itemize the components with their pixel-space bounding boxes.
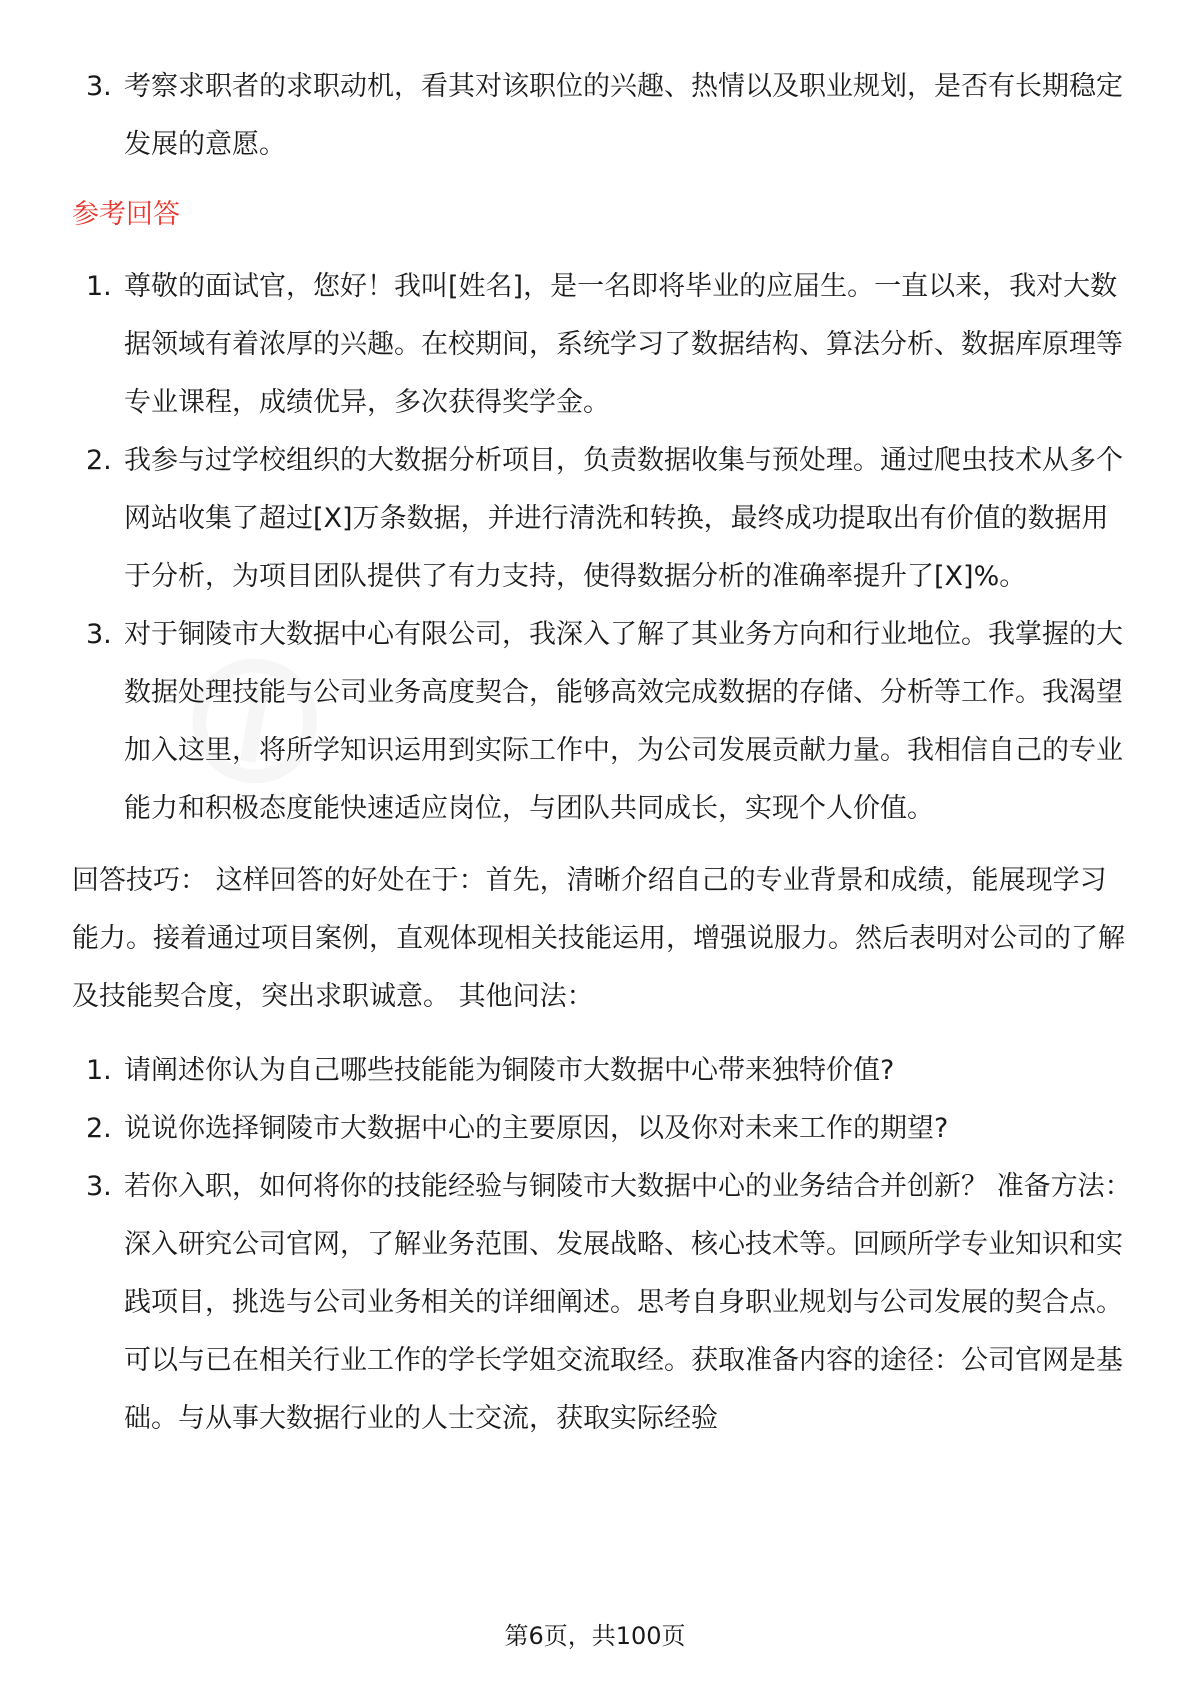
- list-text: 尊敬的面试官，您好！我叫[姓名]，是一名即将毕业的应届生。一直以来，我对大数据领域有着浓厚的兴趣。在校期间，系统学习了数据结构、算法分析、数据库原理等专业课程，成绩优异，多次获得奖学金。: [124, 271, 1123, 418]
- list-text: 请阐述你认为自己哪些技能能为铜陵市大数据中心带来独特价值?: [124, 1055, 895, 1086]
- reference-answer-heading: 参考回答: [72, 199, 180, 230]
- tips-paragraph: 回答技巧： 这样回答的好处在于：首先，清晰介绍自己的专业背景和成绩，能展现学习能力。接着通过项目案例，直观体现相关技能运用，增强说服力。然后表明对公司的了解及技能契合度，突出求职诚意。 其他问法：: [72, 865, 1125, 1012]
- list-item: [72, 58, 1132, 174]
- list-item: [72, 606, 1132, 838]
- list-number: 2.: [86, 445, 112, 476]
- page-content: [72, 58, 1132, 1448]
- list-number: 3.: [86, 71, 112, 102]
- list-text: 考察求职者的求职动机，看其对该职位的兴趣、热情以及职业规划，是否有长期稳定发展的意愿。: [124, 71, 1123, 160]
- list-text: 若你入职，如何将你的技能经验与铜陵市大数据中心的业务结合并创新？ 准备方法： 深入研究公司官网，了解业务范围、发展战略、核心技术等。回顾所学专业知识和实践项目，挑选与公司业务相关的详细阐述。思考自身职业规划与公司发展的契合点。可以与已在相关行业工作的学长学姐交流取经。获取准备内容的途径：公司官网是基础。与从事大数据行业的人士交流，获取实际经验: [124, 1171, 1132, 1434]
- other-questions-list: [72, 1042, 1132, 1448]
- answer-list: [72, 258, 1132, 838]
- list-number: 1.: [86, 271, 112, 302]
- list-item: [72, 1100, 1132, 1158]
- list-number: 3.: [86, 1171, 112, 1202]
- page-footer: 第6页，共100页: [504, 1622, 686, 1650]
- list-item: [72, 432, 1132, 606]
- list-item: [72, 258, 1132, 432]
- list-text: 说说你选择铜陵市大数据中心的主要原因，以及你对未来工作的期望?: [124, 1113, 949, 1144]
- list-item: [72, 1042, 1132, 1100]
- motivation-list: [72, 58, 1132, 174]
- list-number: 1.: [86, 1055, 112, 1086]
- list-text: 我参与过学校组织的大数据分析项目，负责数据收集与预处理。通过爬虫技术从多个网站收集了超过[X]万条数据，并进行清洗和转换，最终成功提取出有价值的数据用于分析，为项目团队提供了有力支持，使得数据分析的准确率提升了[X]%。: [124, 445, 1123, 592]
- list-text: 对于铜陵市大数据中心有限公司，我深入了解了其业务方向和行业地位。我掌握的大数据处理技能与公司业务高度契合，能够高效完成数据的存储、分析等工作。我渴望加入这里，将所学知识运用到实际工作中，为公司发展贡献力量。我相信自己的专业能力和积极态度能快速适应岗位，与团队共同成长，实现个人价值。: [124, 619, 1123, 824]
- list-item: [72, 1158, 1132, 1448]
- list-number: 2.: [86, 1113, 112, 1144]
- list-number: 3.: [86, 619, 112, 650]
